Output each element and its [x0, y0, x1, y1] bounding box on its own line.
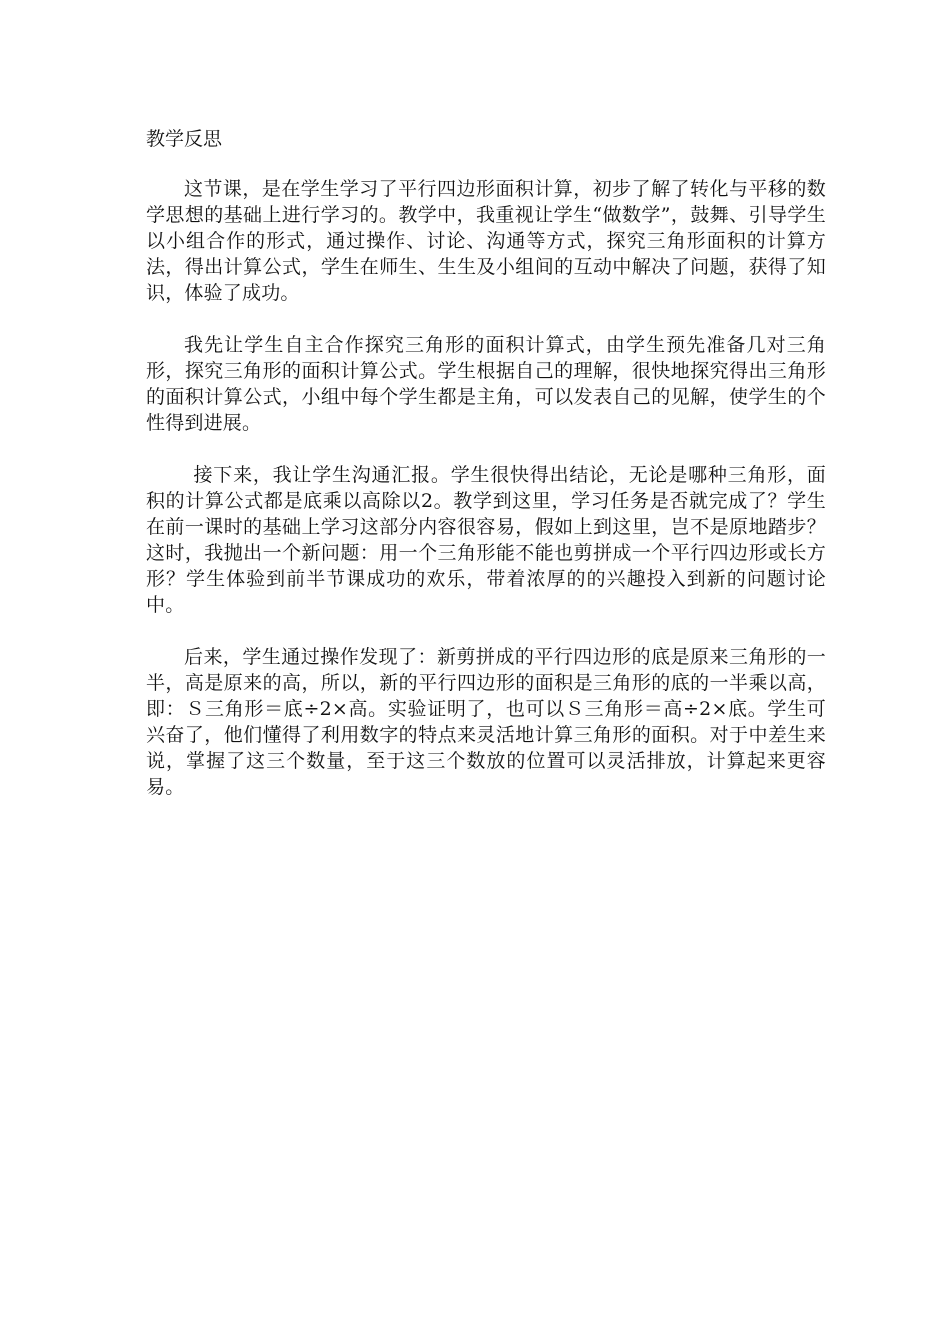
document-body [146, 126, 826, 826]
paragraph-3: 接下来，我让学生沟通汇报。学生很快得出结论，无论是哪种三角形，面积的计算公式都是底乘以高除以2。教学到这里，学习任务是否就完成了？学生在前一课时的基础上学习这部分内容很容易，假如上到这里，岂不是原地踏步？这时，我抛出一个新问题：用一个三角形能不能也剪拼成一个平行四边形或长方形？学生体验到前半节课成功的欢乐，带着浓厚的的兴趣投入到新的问题讨论中。 [146, 464, 826, 616]
paragraph-4: 后来，学生通过操作发现了：新剪拼成的平行四边形的底是原来三角形的一半，高是原来的高，所以，新的平行四边形的面积是三角形的底的一半乘以高，即：Ｓ三角形＝底÷2×高。实验证明了，也可以Ｓ三角形＝高÷2×底。学生可兴奋了，他们懂得了利用数字的特点来灵活地计算三角形的面积。对于中差生来说，掌握了这三个数量，至于这三个数放的位置可以灵活排放，计算起来更容易。 [146, 646, 826, 798]
paragraph-2: 我先让学生自主合作探究三角形的面积计算式，由学生预先准备几对三角形，探究三角形的面积计算公式。学生根据自己的理解，很快地探究得出三角形的面积计算公式，小组中每个学生都是主角，可以发表自己的见解，使学生的个性得到进展。 [146, 334, 826, 434]
paragraph-1: 这节课，是在学生学习了平行四边形面积计算，初步了解了转化与平移的数学思想的基础上进行学习的。教学中，我重视让学生“做数学”，鼓舞、引导学生以小组合作的形式，通过操作、讨论、沟通等方式，探究三角形面积的计算方法，得出计算公式，学生在师生、生生及小组间的互动中解决了问题，获得了知识，体验了成功。 [146, 178, 826, 304]
document-title: 教学反思 [146, 128, 223, 150]
